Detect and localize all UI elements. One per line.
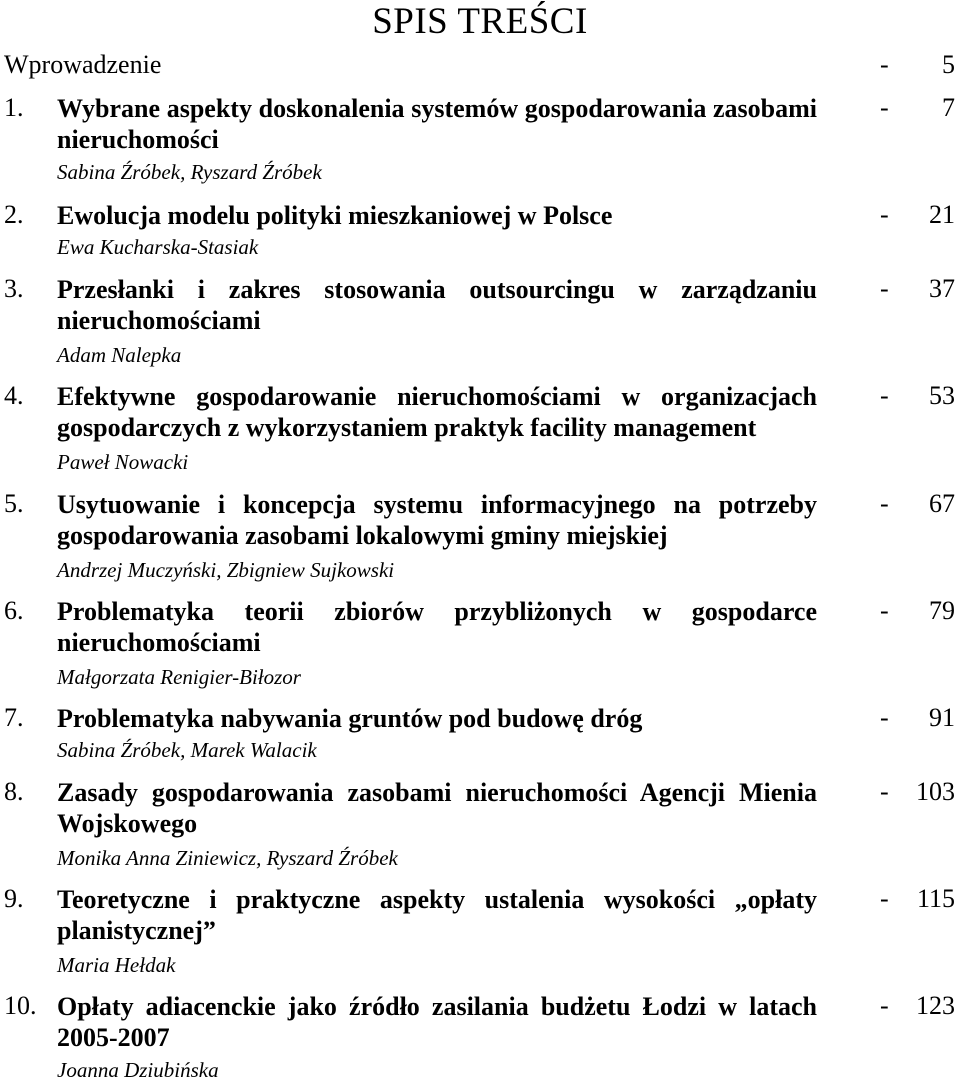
toc-page-number: 67: [929, 489, 955, 518]
toc-entry-title: Efektywne gospodarowanie nieruchomościami w organizacjach gospodarczych z wykorzystaniem praktyk facility management: [57, 382, 817, 442]
toc-entry-title: Zasady gospodarowania zasobami nieruchomości Agencji Mienia Wojskowego: [57, 778, 817, 838]
toc-entry-author: Małgorzata Renigier-Biłozor: [57, 665, 301, 689]
toc-entry-title: Przesłanki i zakres stosowania outsourcingu w zarządzaniu nieruchomościami: [57, 275, 817, 335]
toc-page-number: 5: [942, 50, 955, 79]
toc-entry-title: Opłaty adiacenckie jako źródło zasilania budżetu Łodzi w latach 2005-2007: [57, 992, 817, 1052]
toc-page-number: 7: [942, 93, 955, 122]
toc-entry-number: 10.: [4, 991, 37, 1020]
toc-dash: -: [880, 703, 889, 732]
toc-dash: -: [880, 884, 889, 913]
toc-entry-title: Problematyka nabywania gruntów pod budowę dróg: [57, 704, 643, 733]
toc-entry-author: Adam Nalepka: [57, 343, 182, 367]
toc-entry-number: 8.: [4, 777, 24, 806]
toc-entry-number: 3.: [4, 274, 24, 303]
toc-entry-number: 5.: [4, 489, 24, 518]
toc-page-number: 103: [916, 777, 955, 806]
toc-entry-author: Andrzej Muczyński, Zbigniew Sujkowski: [57, 558, 395, 582]
toc-dash: -: [880, 596, 889, 625]
toc-entry-author: Ewa Kucharska-Stasiak: [57, 235, 259, 259]
toc-entry-author: Sabina Źróbek, Marek Walacik: [57, 738, 317, 762]
toc-entry-title: Usytuowanie i koncepcja systemu informacyjnego na potrzeby gospodarowania zasobami lokalowymi gminy miejskiej: [57, 490, 817, 550]
toc-entry-title: Ewolucja modelu polityki mieszkaniowej w Polsce: [57, 201, 613, 230]
toc-dash: -: [880, 991, 889, 1020]
toc-page-number: 37: [929, 274, 955, 303]
toc-entry-author: Sabina Źróbek, Ryszard Źróbek: [57, 160, 322, 184]
toc-page-number: 91: [929, 703, 955, 732]
toc-dash: -: [880, 93, 889, 122]
toc-entry-number: 1.: [4, 93, 24, 122]
toc-entry-author: Joanna Dziubińska: [57, 1058, 219, 1082]
toc-entry-title: Wybrane aspekty doskonalenia systemów gospodarowania zasobami nieruchomości: [57, 94, 817, 154]
toc-dash: -: [880, 489, 889, 518]
toc-entry-number: 2.: [4, 200, 24, 229]
toc-entry-title: Teoretyczne i praktyczne aspekty ustalenia wysokości „opłaty planistycznej”: [57, 885, 817, 945]
toc-page-number: 79: [929, 596, 955, 625]
toc-dash: -: [880, 274, 889, 303]
toc-dash: -: [880, 381, 889, 410]
toc-entry-author: Paweł Nowacki: [57, 450, 189, 474]
toc-intro-label: Wprowadzenie: [4, 50, 162, 79]
toc-page-number: 115: [916, 884, 955, 913]
toc-entry-number: 9.: [4, 884, 24, 913]
toc-entry-number: 4.: [4, 381, 24, 410]
toc-dash: -: [880, 200, 889, 229]
toc-page-number: 53: [929, 381, 955, 410]
toc-page-number: 21: [929, 200, 955, 229]
page-title: SPIS TREŚCI: [372, 1, 588, 42]
toc-entry-author: Maria Hełdak: [57, 953, 176, 977]
toc-page-number: 123: [916, 991, 955, 1020]
toc-entry-number: 7.: [4, 703, 24, 732]
toc-entry-author: Monika Anna Ziniewicz, Ryszard Źróbek: [57, 846, 398, 870]
toc-entry-title: Problematyka teorii zbiorów przybliżonych w gospodarce nieruchomościami: [57, 597, 817, 657]
toc-dash: -: [880, 50, 889, 79]
toc-dash: -: [880, 777, 889, 806]
toc-entry-number: 6.: [4, 596, 24, 625]
